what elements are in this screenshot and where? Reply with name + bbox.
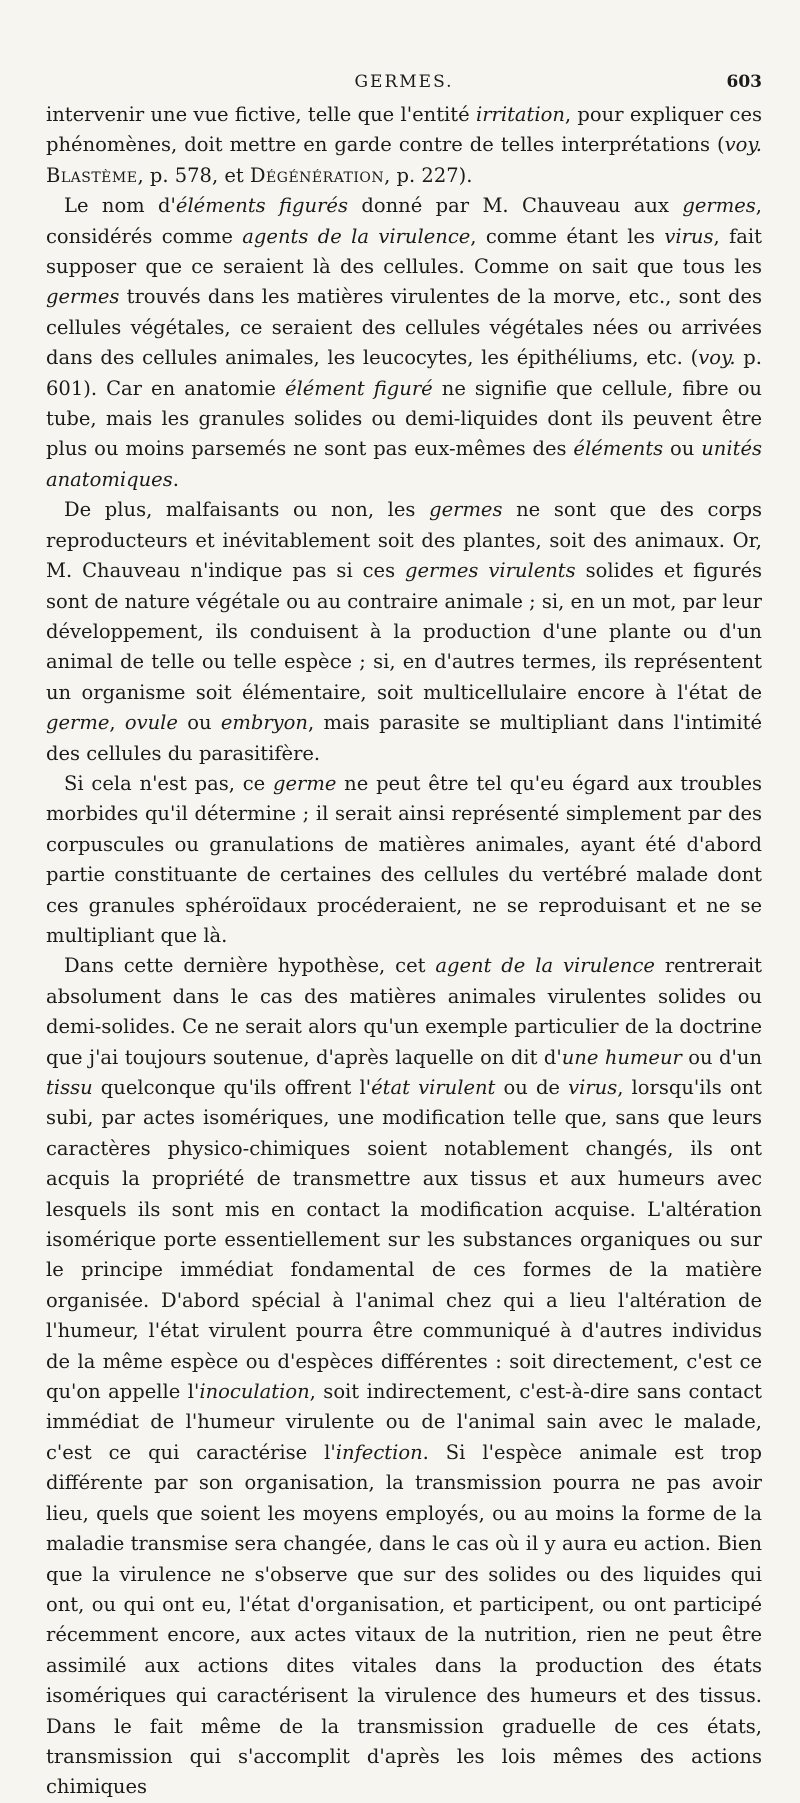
italic-term: état virulent: [371, 1076, 496, 1099]
text-run: ne peut être tel qu'eu égard aux troubles morbides qu'il détermine ; il serait ainsi représenté simplement par des corpuscules ou granulations de matières animales, ayant été d'abord partie constituante de certaines des cellules du vertébré malade dont ces granules sphéroïdaux procéderaient, ne se reproduisant et ne se multipliant que là.: [46, 771, 762, 947]
text-run: ou: [177, 711, 221, 735]
text-run: p. 601). Car en anatomie: [46, 346, 762, 400]
paragraph-1: [46, 100, 762, 191]
text-run: quelconque qu'ils offrent l': [92, 1076, 372, 1099]
text-run: , comme étant les: [470, 224, 665, 248]
body-text: [46, 100, 762, 1803]
paragraph-2: [46, 191, 762, 495]
paragraph-5: [46, 951, 762, 1802]
italic-term: embryon: [220, 711, 308, 735]
italic-term: infection: [335, 1440, 423, 1464]
italic-term: inoculation: [199, 1380, 310, 1404]
italic-term: voy.: [698, 346, 736, 370]
text-run: ne sont que des corps reproducteurs et inévitablement soit des plantes, soit des animaux. Or, M. Chauveau n'indique pas si ces: [46, 498, 762, 583]
text-run: solides et figurés sont de nature végétale ou au contraire animale ; si, en un mot, par leur développement, ils conduisent à la production d'une plante ou d'un animal de telle ou telle espèce ; si, en d'autres termes, ils représentent un organisme soit élémentaire, soit multicellulaire encore à l'état de: [46, 559, 762, 704]
text-run: , lorsqu'ils ont subi, par actes isomériques, une modification telle que, sans que leurs caractères physico-chimiques soient notablement changés, ils ont acquis la propriété de transmettre aux tissus et aux humeurs avec lesquels ils sont mis en contact la modification acquise. L'altération isomérique porte essentiellement sur les substances organiques ou sur le principe immédiat fondamental de ces formes de la matière organisée. D'abord spécial à l'animal chez qui a lieu l'altération de l'humeur, l'état virulent pourra être communiqué à d'autres individus de la même espèce ou d'espèces différentes : soit directement, c'est ce qu'on appelle l': [46, 1076, 763, 1404]
text-run: .: [172, 467, 179, 491]
page-header: [46, 72, 762, 98]
text-run: trouvés dans les matières virulentes de la morve, etc., sont des cellules végétales, ce seraient des cellules végétales nées ou arrivées dans des cellules animales, les leucocytes, les épithéliums, etc. (: [46, 285, 762, 370]
italic-term: unités anatomiques: [46, 437, 762, 491]
italic-term: virus: [664, 224, 714, 248]
text-run: , pour expliquer ces phénomènes, doit mettre en garde contre de telles interprétations (: [46, 103, 763, 157]
italic-term: germes virulents: [405, 559, 576, 583]
paragraph-4: [46, 769, 762, 951]
italic-term: virus: [568, 1076, 618, 1099]
text-run: Dans cette dernière hypothèse, cet: [64, 954, 436, 978]
text-run: , p. 227).: [384, 163, 473, 187]
text-run: rentrerait absolument dans le cas des matières animales virulentes solides ou demi-solides. Ce ne serait alors qu'un exemple particulier de la doctrine que j'ai toujours soutenue, d'après laquelle on dit d': [46, 954, 762, 1069]
italic-term: voy.: [724, 133, 762, 157]
italic-term: agents de la virulence: [242, 224, 471, 248]
text-run: De plus, malfaisants ou non, les: [64, 498, 430, 522]
italic-term: germe: [273, 771, 337, 795]
italic-term: agent de la virulence: [435, 954, 655, 978]
italic-term: élément figuré: [284, 376, 433, 400]
text-run: ,: [109, 711, 125, 735]
text-run: ne signifie que cellule, fibre ou tube, mais les granules solides ou demi-liquides dont ils peuvent être plus ou moins parsemés ne sont pas eux-mêmes des: [46, 376, 762, 461]
text-run: ou d'un: [681, 1045, 763, 1069]
italic-term: éléments figurés: [175, 194, 348, 218]
italic-term: germes: [46, 285, 120, 309]
italic-term: irritation: [475, 103, 565, 126]
text-run: , mais parasite se multipliant dans l'intimité des cellules du parasitifère.: [46, 711, 762, 765]
text-run: , fait supposer que ce seraient là des cellules. Comme on sait que tous les: [46, 224, 762, 279]
text-run: , p. 578, et: [137, 163, 250, 187]
text-run: ou: [663, 437, 702, 461]
text-run: donné par M. Chauveau aux: [347, 194, 683, 218]
italic-term: éléments: [573, 437, 664, 461]
text-run: Si cela n'est pas, ce: [64, 771, 273, 795]
text-run: ou de: [495, 1076, 569, 1099]
italic-term: germe: [46, 711, 110, 735]
text-run: , considérés comme: [46, 194, 762, 248]
text-run: Le nom d': [64, 194, 176, 218]
cross-reference: Blastème: [46, 163, 138, 187]
italic-term: tissu: [46, 1076, 93, 1099]
italic-term: germes: [429, 498, 503, 522]
running-title: GERMES.: [354, 72, 454, 92]
italic-term: germes: [682, 194, 756, 218]
italic-term: ovule: [124, 711, 178, 735]
paragraph-3: [46, 495, 762, 769]
page-number: 603: [726, 72, 762, 92]
text-run: intervenir une vue fictive, telle que l'entité: [46, 103, 476, 126]
italic-term: une humeur: [561, 1045, 682, 1069]
text-run: . Si l'espèce animale est trop différente par son organisation, la transmission pourra ne pas avoir lieu, quels que soient les moyens employés, ou au moins la forme de la maladie transmise sera changée, dans le cas où il y aura eu action. Bien que la virulence ne s'observe que sur des solides ou des liquides qui ont, ou qui ont eu, l'état d'organisation, et participent, ou ont participé récemment encore, aux actes vitaux de la nutrition, rien ne peut être assimilé aux actions dites vitales dans la production des états isomériques qui caractérisent la virulence des humeurs et des tissus. Dans le fait même de la transmission graduelle de ces états, transmission qui s'accomplit d'après les lois mêmes des actions chimiques: [46, 1440, 762, 1799]
cross-reference: Dégénération: [249, 163, 385, 187]
text-run: , soit indirectement, c'est-à-dire sans contact immédiat de l'humeur virulente ou de l'animal sain avec le malade, c'est ce qui caractérise l': [46, 1380, 762, 1464]
